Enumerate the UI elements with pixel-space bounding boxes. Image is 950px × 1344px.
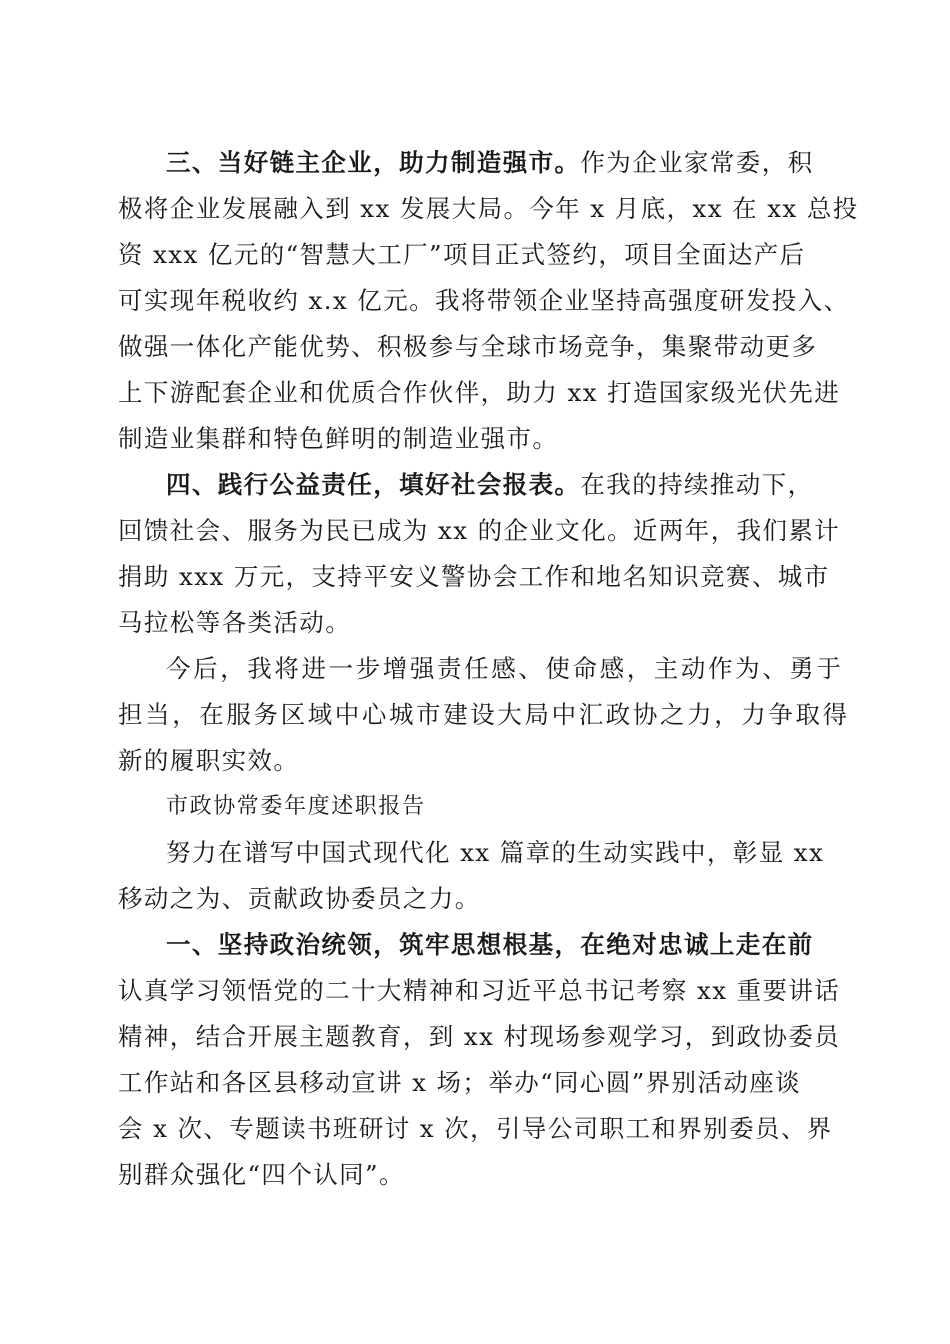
section3-line1-text: 作为企业家常委，积 <box>580 148 814 177</box>
section3-first-line <box>166 145 838 181</box>
closing-line-2: 担当，在服务区域中心城市建设大局中汇政协之力，力争取得 <box>118 700 850 729</box>
section1-line-5: 会 x 次、专题读书班研讨 x 次，引导公司职工和界别委员、界 <box>118 1114 833 1143</box>
section4-line-2: 回馈社会、服务为民已成为 xx 的企业文化。近两年，我们累计 <box>118 516 841 545</box>
section3-heading: 三、当好链主企业，助力制造强市。 <box>166 148 581 177</box>
intro-line-1: 努力在谱写中国式现代化 xx 篇章的生动实践中，彰显 xx <box>166 838 825 867</box>
section1-line-4: 工作站和各区县移动宣讲 x 场；举办“同心圆”界别活动座谈 <box>118 1068 802 1097</box>
intro-line-2: 移动之为、贡献政协委员之力。 <box>118 884 481 913</box>
section3-line-2: 极将企业发展融入到 xx 发展大局。今年 x 月底，xx 在 xx 总投 <box>118 194 859 223</box>
section1-heading: 一、坚持政治统领，筑牢思想根基，在绝对忠诚上走在前 <box>166 930 814 959</box>
section4-line-4: 马拉松等各类活动。 <box>118 608 352 637</box>
section1-line-2: 认真学习领悟党的二十大精神和习近平总书记考察 xx 重要讲话 <box>118 976 841 1005</box>
section3-line-5: 做强一体化产能优势、积极参与全球市场竞争，集聚带动更多 <box>118 332 818 361</box>
section3-line-3: 资 xxx 亿元的“智慧大工厂”项目正式签约，项目全面达产后 <box>118 240 806 269</box>
section4-first-line <box>166 467 838 503</box>
section4-line1-text: 在我的持续推动下， <box>580 470 814 499</box>
section3-line-7: 制造业集群和特色鲜明的制造业强市。 <box>118 424 559 453</box>
report-title: 市政协常委年度述职报告 <box>166 794 426 819</box>
closing-line-1: 今后，我将进一步增强责任感、使命感，主动作为、勇于 <box>166 654 844 683</box>
section3-line-6: 上下游配套企业和优质合作伙伴，助力 xx 打造国家级光伏先进 <box>118 378 841 407</box>
section3-line-4: 可实现年税收约 x.x 亿元。我将带领企业坚持高强度研发投入、 <box>118 286 850 315</box>
section1-line-3: 精神，结合开展主题教育，到 xx 村现场参观学习，到政协委员 <box>118 1022 841 1051</box>
closing-line-3: 新的履职实效。 <box>118 746 300 775</box>
section1-line-6: 别群众强化“四个认同”。 <box>118 1160 405 1189</box>
section4-line-3: 捐助 xxx 万元，支持平安义警协会工作和地名知识竞赛、城市 <box>118 562 830 591</box>
section4-heading: 四、践行公益责任，填好社会报表。 <box>166 470 581 499</box>
